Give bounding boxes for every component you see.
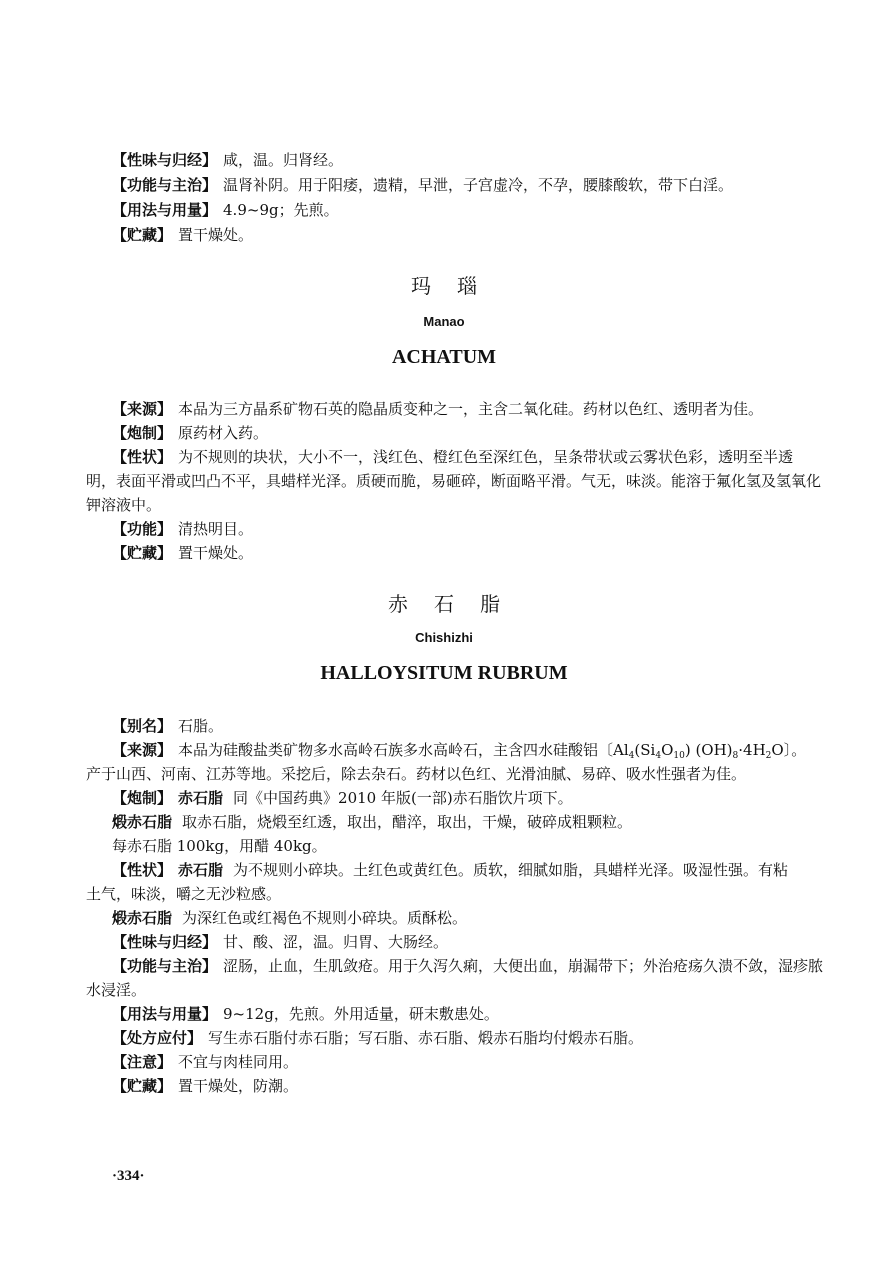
manao-processing-line — [112, 421, 806, 445]
calcined-character-label: 煅赤石脂 — [112, 909, 173, 927]
alias-text: 石脂。 — [178, 717, 224, 735]
chishizhi-vinegar-line: 每赤石脂 100kg，用醋 40kg。 — [112, 837, 327, 855]
dosage-label: 【用法与用量】 — [112, 1005, 218, 1023]
prescription-label: 【处方应付】 — [112, 1029, 203, 1047]
source-label: 【来源】 — [112, 400, 173, 418]
processing-label: 【炮制】 — [112, 789, 173, 807]
caution-label: 【注意】 — [112, 1053, 173, 1071]
source-text-b: (Si — [634, 741, 656, 759]
manao-title-pinyin: Manao — [423, 314, 465, 329]
function-label: 【功能与主治】 — [112, 176, 218, 194]
character-text: 为不规则的块状，大小不一，浅红色、橙红色至深红色，呈条带状或云雾状色彩，透明至半透 — [178, 448, 794, 466]
source-text-d: ·4H — [738, 741, 766, 759]
chishizhi-dosage-line — [112, 1002, 806, 1026]
manao-title-latin: ACHATUM — [391, 346, 497, 368]
character-sub-label: 赤石脂 — [178, 861, 224, 879]
dosage-label: 【用法与用量】 — [112, 201, 218, 219]
manao-function-line — [112, 517, 806, 541]
manao-title-cn: 玛瑙 — [411, 274, 503, 298]
dosage-text: 4.9~9g；先煎。 — [223, 201, 339, 219]
storage-text: 置干燥处，防潮。 — [178, 1077, 299, 1095]
chishizhi-alias-line — [112, 714, 806, 738]
calcined-text: 取赤石脂，烧煅至红透，取出，醋淬，取出，干燥，破碎成粗颗粒。 — [182, 813, 633, 831]
source-text-e: O〕。 — [771, 741, 807, 759]
page-number: ·334· — [112, 1168, 145, 1184]
source-text-o: O — [661, 741, 674, 759]
storage-label: 【贮藏】 — [112, 226, 173, 244]
chishizhi-character-line-2: 土气，味淡，嚼之无沙粒感。 — [86, 885, 282, 903]
chishizhi-source-line-2: 产于山西、河南、江苏等地。采挖后，除去杂石。药材以色红、光滑油腻、易碎、吸水性强者为佳。 — [86, 765, 747, 783]
function-text: 涩肠，止血，生肌敛疮。用于久泻久痢，大便出血，崩漏带下；外治疮疡久溃不敛，湿疹脓 — [223, 957, 824, 975]
top-dosage-line — [112, 198, 806, 222]
character-text: 为不规则小碎块。土红色或黄红色。质软，细腻如脂，具蜡样光泽。吸湿性强。有粘 — [233, 861, 789, 879]
chishizhi-prescription-line — [112, 1026, 806, 1050]
function-label: 【功能】 — [112, 520, 173, 538]
dosage-text: 9~12g，先煎。外用适量，研末敷患处。 — [223, 1005, 499, 1023]
processing-text: 同《中国药典》2010 年版(一部)赤石脂饮片项下。 — [233, 789, 573, 807]
chishizhi-storage-line — [112, 1074, 806, 1098]
taste-label: 【性味与归经】 — [112, 151, 218, 169]
sub-2: 2 — [765, 751, 772, 761]
sub-4b: 4 — [655, 751, 662, 761]
top-storage-line — [112, 223, 806, 247]
manao-character-line-1 — [112, 445, 806, 469]
source-text: 本品为三方晶系矿物石英的隐晶质变种之一，主含二氧化硅。药材以色红、透明者为佳。 — [178, 400, 764, 418]
manao-character-line-3: 钾溶液中。 — [86, 496, 162, 514]
chishizhi-title-latin: HALLOYSITUM RUBRUM — [320, 662, 568, 684]
taste-text: 咸，温。归肾经。 — [223, 151, 344, 169]
chishizhi-title-pinyin: Chishizhi — [415, 630, 473, 645]
top-taste-line — [112, 148, 806, 172]
chishizhi-function-line-2: 水浸淫。 — [86, 981, 147, 999]
function-text: 清热明目。 — [178, 520, 254, 538]
storage-label: 【贮藏】 — [112, 1077, 173, 1095]
source-label: 【来源】 — [112, 741, 173, 759]
function-label: 【功能与主治】 — [112, 957, 218, 975]
chishizhi-processing-line — [112, 786, 806, 810]
chishizhi-character-line-1 — [112, 858, 806, 882]
storage-label: 【贮藏】 — [112, 544, 173, 562]
storage-text: 置干燥处。 — [178, 226, 254, 244]
chishizhi-function-line-1 — [112, 954, 824, 978]
top-function-line — [112, 173, 806, 197]
caution-text: 不宜与肉桂同用。 — [178, 1053, 299, 1071]
calcined-label: 煅赤石脂 — [112, 813, 173, 831]
taste-label: 【性味与归经】 — [112, 933, 218, 951]
processing-text: 原药材入药。 — [178, 424, 269, 442]
manao-source-line — [112, 397, 806, 421]
manao-character-line-2: 明，表面平滑或凹凸不平，具蜡样光泽。质硬而脆，易砸碎，断面略平滑。气无，味淡。能溶于氟化氢及氢氧化 — [86, 472, 822, 490]
sub-8: 8 — [732, 751, 739, 761]
chishizhi-source-line-1 — [112, 738, 806, 762]
alias-label: 【别名】 — [112, 717, 173, 735]
chishizhi-calcined-line — [112, 810, 806, 834]
taste-text: 甘、酸、涩，温。归胃、大肠经。 — [223, 933, 449, 951]
processing-label: 【炮制】 — [112, 424, 173, 442]
chishizhi-caution-line — [112, 1050, 806, 1074]
chishizhi-title-cn: 赤石脂 — [388, 592, 526, 616]
function-text: 温肾补阴。用于阳痿，遗精，早泄，子宫虚冷，不孕，腰膝酸软，带下白淫。 — [223, 176, 734, 194]
character-label: 【性状】 — [112, 448, 173, 466]
character-label: 【性状】 — [112, 861, 173, 879]
chishizhi-calcined-character-line — [112, 906, 806, 930]
chishizhi-taste-line — [112, 930, 806, 954]
calcined-character-text: 为深红色或红褐色不规则小碎块。质酥松。 — [182, 909, 468, 927]
source-text-a: 本品为硅酸盐类矿物多水高岭石族多水高岭石，主含四水硅酸铝〔Al — [178, 741, 629, 759]
source-text-c: ) (OH) — [684, 741, 733, 759]
manao-storage-line — [112, 541, 806, 565]
processing-sub-label: 赤石脂 — [178, 789, 224, 807]
sub-10: 10 — [673, 751, 685, 761]
sub-4: 4 — [628, 751, 635, 761]
prescription-text: 写生赤石脂付赤石脂；写石脂、赤石脂、煅赤石脂均付煅赤石脂。 — [208, 1029, 644, 1047]
storage-text: 置干燥处。 — [178, 544, 254, 562]
